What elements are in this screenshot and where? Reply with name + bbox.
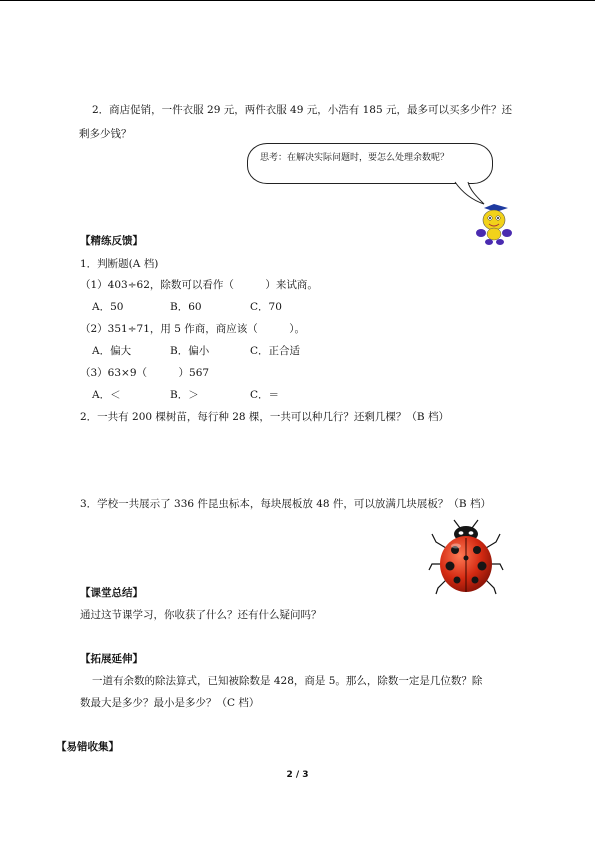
q1-1-option-a: A．50 [92,301,124,313]
q1-2: （2）351÷71，用 5 作商，商应该（ ）。 [80,323,305,335]
q1-3-option-a: A．＜ [92,389,121,401]
q1-1: （1）403÷62，除数可以看作（ ）来试商。 [80,279,318,291]
errors-heading: 【易错收集】 [56,741,119,753]
problem2-line2: 剩多少钱？ [79,128,132,140]
q2: 2．一共有 200 棵树苗，每行种 28 棵，一共可以种几行？还剩几棵？（B 档） [80,411,449,423]
problem2-line1: 2．商店促销，一件衣服 29 元，两件衣服 49 元，小浩有 185 元，最多可以买多少件？还 [92,104,512,116]
q1-3-option-c: C．＝ [250,389,280,401]
practice-heading: 【精练反馈】 [80,235,143,247]
ladybug-illustration [428,518,504,596]
q1-1-option-c: C．70 [250,301,282,313]
summary-text: 通过这节课学习，你收获了什么？还有什么疑问吗？ [80,609,322,621]
q1-3: （3）63×9（ ）567 [80,367,210,379]
q1-title: 1．判断题(A 档) [80,258,159,270]
page-number: 2 / 3 [286,770,309,780]
summary-heading: 【课堂总结】 [80,587,143,599]
extension-line2: 数最大是多少？最小是多少？（C 档） [80,697,260,709]
think-bubble-text: 思考：在解决实际问题时，要怎么处理余数呢？ [260,153,450,163]
extension-heading: 【拓展延伸】 [80,653,143,665]
extension-line1: 一道有余数的除法算式，已知被除数是 428，商是 5。那么，除数一定是几位数？除 [92,675,483,687]
q3: 3．学校一共展示了 336 件昆虫标本，每块展板放 48 件，可以放满几块展板？（B 档） [80,498,491,510]
q1-3-option-b: B．＞ [170,389,199,401]
mascot-illustration [468,200,518,246]
q1-2-option-a: A．偏大 [92,345,132,357]
q1-1-option-b: B．60 [170,301,202,313]
q1-2-option-c: C．正合适 [250,345,301,357]
q1-2-option-b: B．偏小 [170,345,210,357]
